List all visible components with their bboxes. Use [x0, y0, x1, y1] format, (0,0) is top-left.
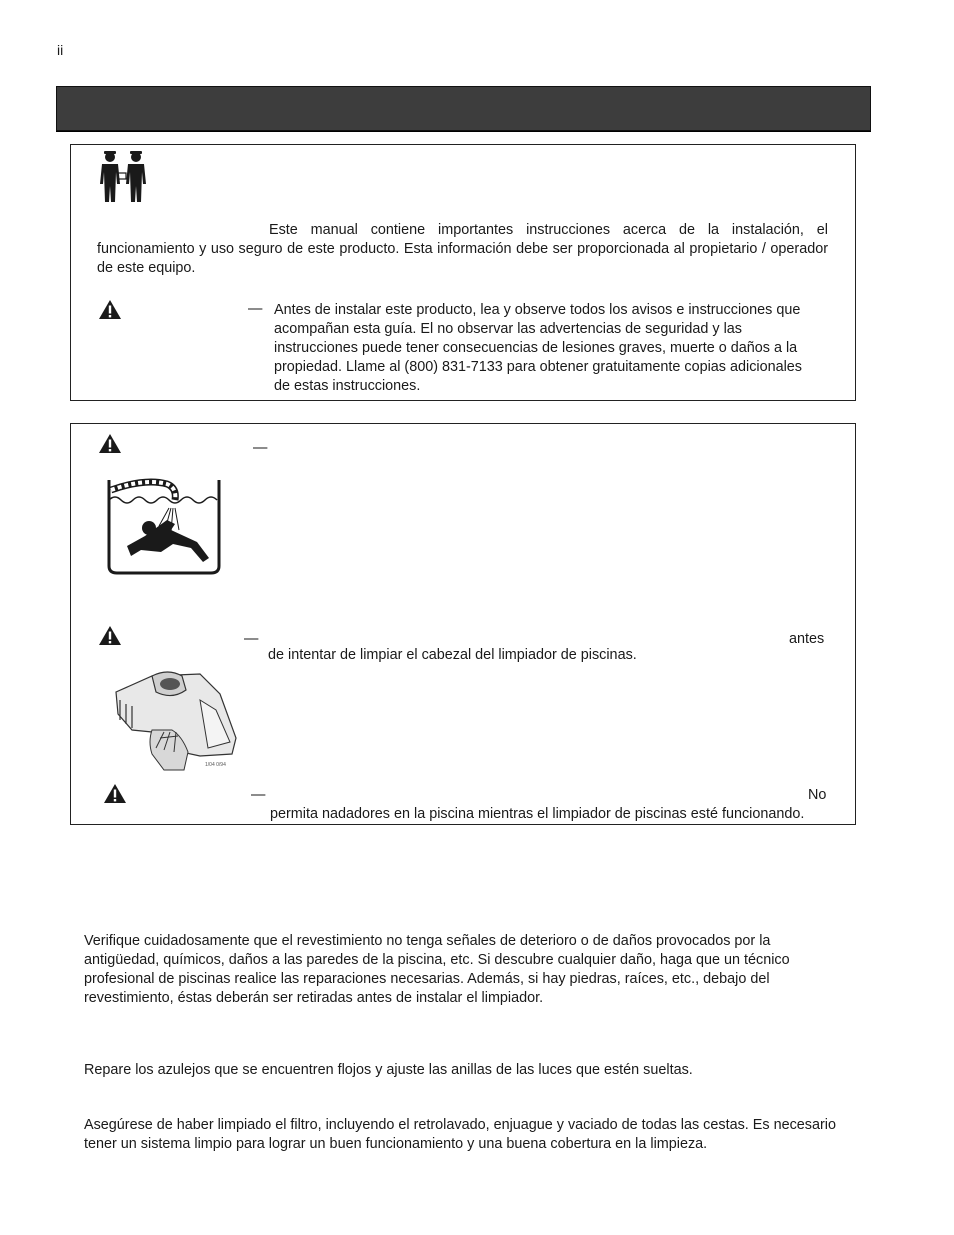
warning-triangle-icon [98, 433, 122, 454]
warning-text-fragment: antes [789, 631, 825, 647]
warning-triangle-icon [98, 299, 122, 320]
warning-text-line: acompañan esta guía. El no observar las advertencias de seguridad y las [274, 321, 742, 337]
figure-label: 1/04 0/94 [205, 762, 226, 768]
cleaner-head-hazard-icon [112, 670, 240, 776]
warning-text-line: Antes de instalar este producto, lea y observe todos los avisos e instrucciones que [274, 302, 801, 318]
body-paragraph: Asegúrese de haber limpiado el filtro, incluyendo el retrolavado, enjuague y vaciado de todas las cestas. Es necesario tener un sistema limpio para lograr un buen funcionamiento y una buena cobertura en la limpieza. [84, 1117, 836, 1152]
warning-text-line: permita nadadores en la piscina mientras el limpiador de piscinas esté funcionando. [270, 806, 805, 822]
warning-text-line: instrucciones puede tener consecuencias de lesiones graves, muerte o daños a la [274, 340, 798, 356]
section-header-bar [56, 86, 871, 131]
warning-dash: — [253, 440, 268, 456]
warning-text-line: de estas instrucciones. [274, 378, 421, 394]
body-paragraph: Repare los azulejos que se encuentren flojos y ajuste las anillas de las luces que estén sueltas. [84, 1062, 693, 1078]
body-paragraph: Verifique cuidadosamente que el revestimiento no tenga señales de deterioro o de daños provocados por la antigüedad, químicos, daños a las paredes de la piscina, etc. Si descubre cualquier daño, haga que un técnico profesional de piscinas realice las reparaciones necesarias. Además, si hay piedras, raíces, etc., debajo del revestimiento, éstas deberán ser retiradas antes de instalar el limpiador. [84, 933, 790, 1006]
warning-text [274, 301, 830, 396]
page-number: ii [57, 42, 64, 58]
warning-dash: — [248, 301, 263, 317]
warning-text-line: de intentar de limpiar el cabezal del limpiador de piscinas. [268, 647, 637, 663]
drowning-hazard-icon [105, 474, 223, 578]
installer-people-icon [96, 149, 154, 205]
warning-triangle-icon [98, 625, 122, 646]
warning-text-fragment: No [808, 787, 827, 803]
warning-dash: — [244, 631, 259, 647]
warning-text-line: propiedad. Llame al (800) 831-7133 para obtener gratuitamente copias adicionales [274, 359, 803, 375]
warning-dash: — [251, 787, 266, 803]
intro-text: Este manual contiene importantes instrucciones acerca de la instalación, el funcionamiento y uso seguro de este producto. Esta información debe ser proporcionada al propietario / operador de este equipo. [97, 222, 828, 276]
warning-triangle-icon [103, 783, 127, 804]
